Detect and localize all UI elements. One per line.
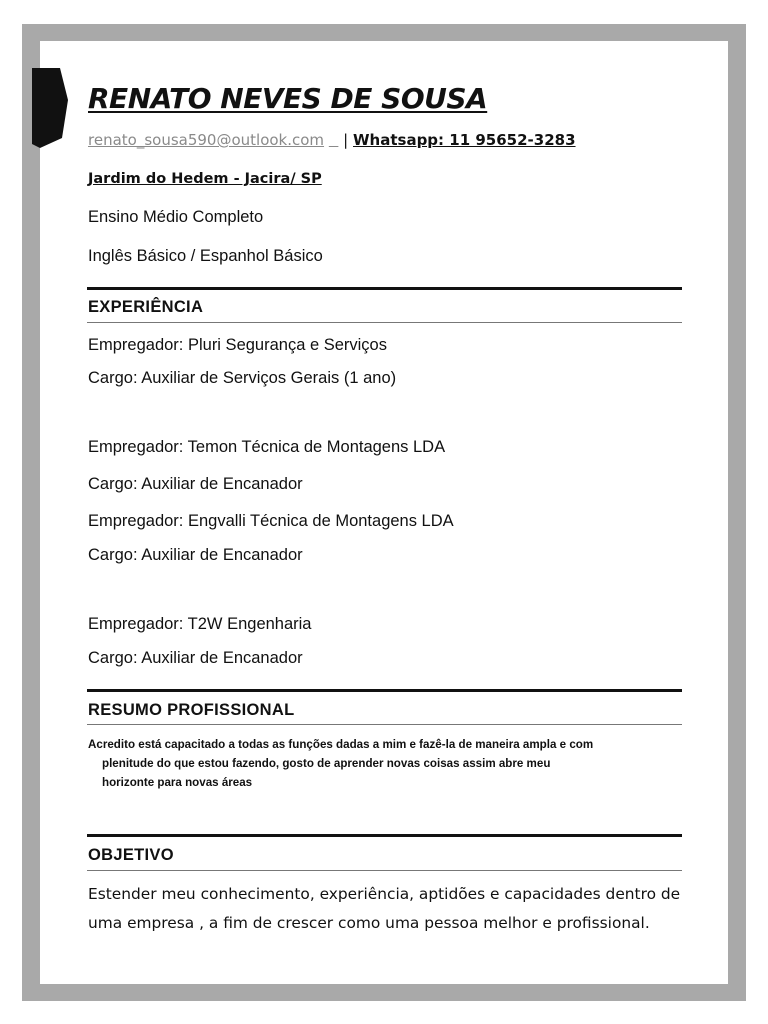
employer-2: Empregador: Temon Técnica de Montagens LDA	[88, 438, 446, 456]
section-divider-bottom	[87, 724, 682, 725]
contact-line	[88, 131, 576, 149]
email-link[interactable]: renato_sousa590@outlook.com	[88, 131, 325, 149]
bookmark-tab-icon	[32, 68, 70, 150]
languages: Inglês Básico / Espanhol Básico	[88, 247, 323, 265]
section-title-experience: EXPERIÊNCIA	[88, 298, 204, 316]
professional-summary	[88, 735, 688, 792]
employer-4: Empregador: T2W Engenharia	[88, 615, 312, 633]
summary-line: Acredito está capacitado a todas as funções dadas a mim e fazê-la de maneira ampla e com	[88, 738, 594, 751]
section-divider-bottom	[87, 870, 682, 871]
objective-line: Estender meu conhecimento, experiência, aptidões e capacidades dentro de	[88, 885, 681, 903]
objective-line: uma empresa , a fim de crescer como uma pessoa melhor e profissional.	[88, 914, 650, 932]
candidate-name: RENATO NEVES DE SOUSA	[88, 82, 488, 115]
role-2: Cargo: Auxiliar de Encanador	[88, 475, 303, 493]
whatsapp-number: Whatsapp: 11 95652-3283	[353, 131, 576, 149]
employer-1: Empregador: Pluri Segurança e Serviços	[88, 336, 387, 354]
contact-separator: |	[343, 131, 349, 149]
section-title-summary: RESUMO PROFISSIONAL	[88, 701, 295, 719]
role-1: Cargo: Auxiliar de Serviços Gerais (1 ano)	[88, 369, 397, 387]
objective-text	[88, 880, 688, 938]
section-divider-bottom	[87, 322, 682, 323]
section-divider-top	[87, 287, 682, 290]
section-title-objective: OBJETIVO	[88, 846, 174, 864]
section-divider-top	[87, 689, 682, 692]
role-3: Cargo: Auxiliar de Encanador	[88, 546, 303, 564]
summary-line: horizonte para novas áreas	[102, 776, 253, 789]
education: Ensino Médio Completo	[88, 208, 264, 226]
employer-3: Empregador: Engvalli Técnica de Montagens LDA	[88, 512, 454, 530]
summary-line: plenitude do que estou fazendo, gosto de aprender novas coisas assim abre meu	[102, 757, 551, 770]
address: Jardim do Hedem - Jacira/ SP	[88, 171, 322, 187]
role-4: Cargo: Auxiliar de Encanador	[88, 649, 303, 667]
email-underline-pad	[329, 131, 339, 149]
section-divider-top	[87, 834, 682, 837]
